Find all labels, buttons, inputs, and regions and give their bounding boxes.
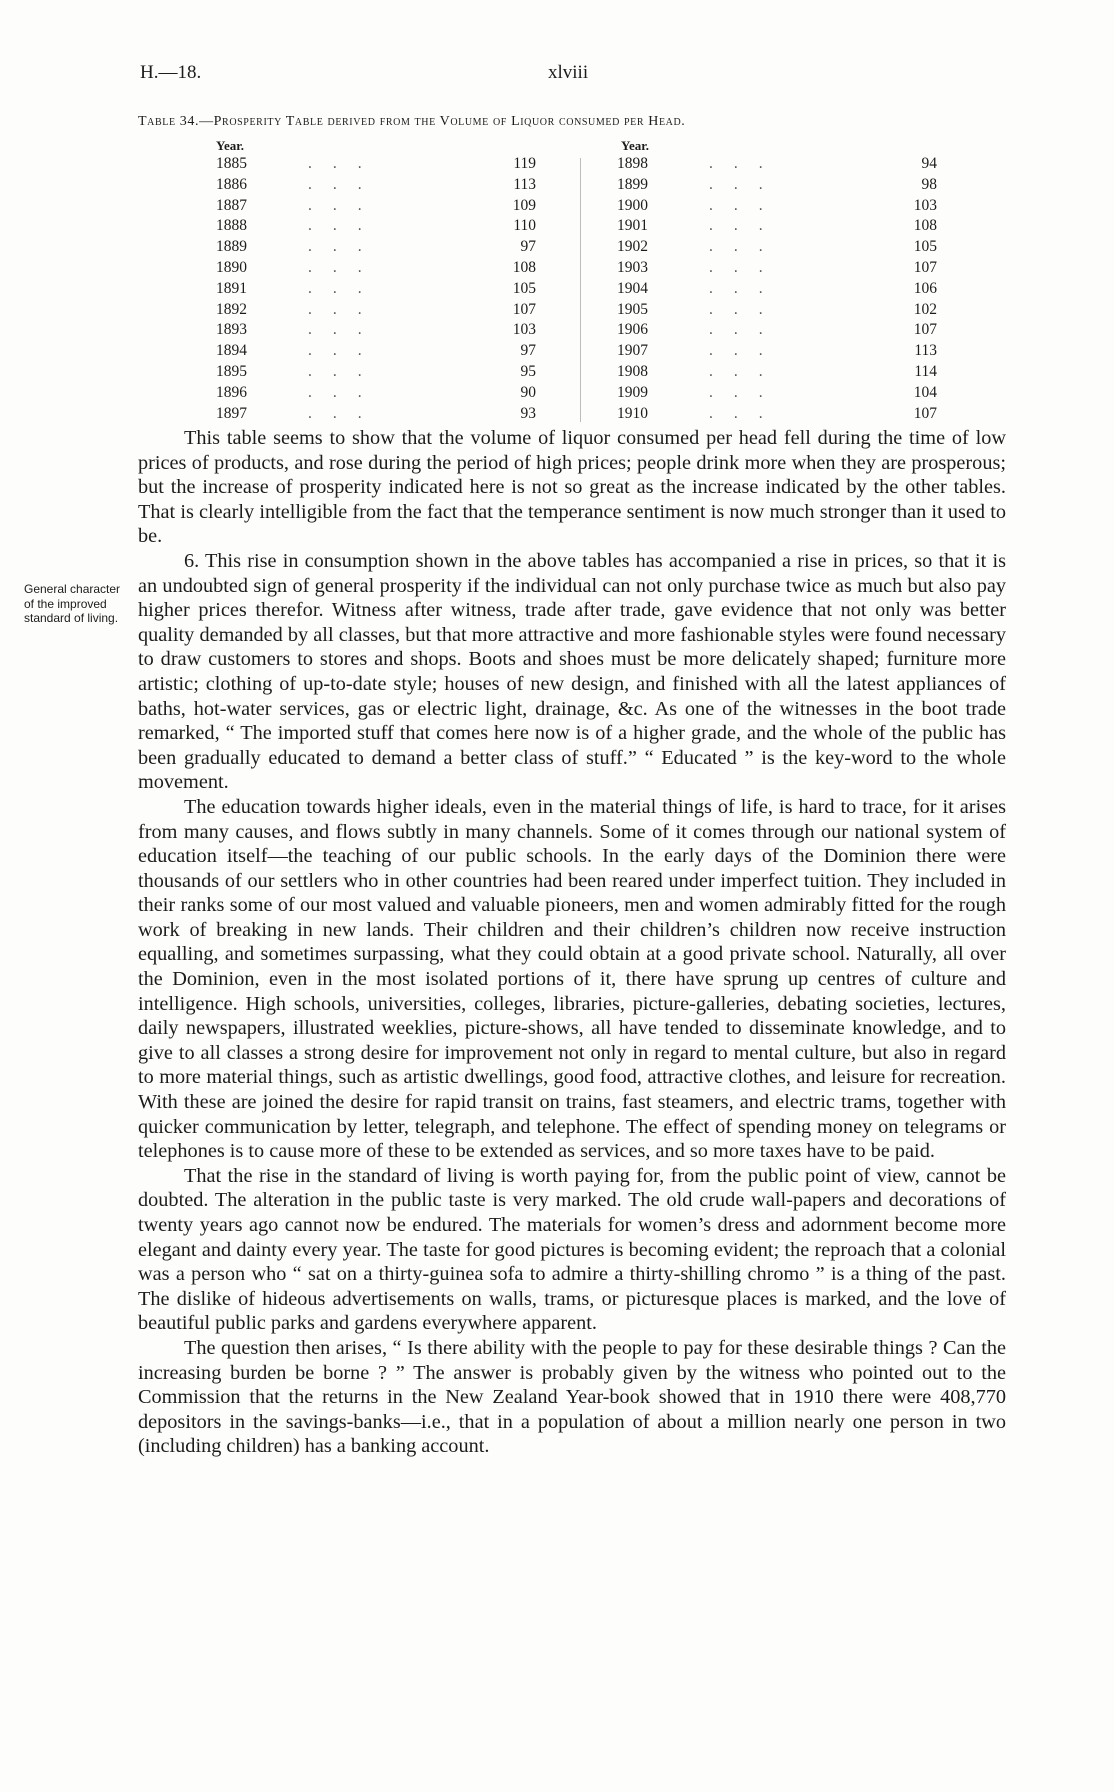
table-row — [617, 237, 937, 258]
year-cell: 1904 — [617, 279, 648, 297]
leader-dots: ... — [308, 300, 383, 318]
year-cell: 1889 — [216, 238, 247, 256]
leader-dots: ... — [709, 300, 784, 318]
body-text — [138, 426, 1006, 1459]
leader-dots: ... — [709, 238, 784, 256]
value-cell: 105 — [913, 238, 937, 256]
table-row — [617, 279, 937, 300]
table-row — [617, 341, 937, 362]
leader-dots: ... — [709, 342, 784, 360]
year-cell: 1900 — [617, 196, 648, 214]
leader-dots: ... — [709, 196, 784, 214]
paragraph: The education towards higher ideals, even in the material things of life, is hard to trace, for it arises from many causes, and flows subtly in many channels. Some of it comes through our national system of education itself—the teaching of our public schools. In the early days of the Dominion there were thousands of our settlers who in other countries had been reared under imperfect tuition. They included in their ranks some of our most valued and valuable pioneers, men and women admirably fitted for the rough work of breaking in new lands. Their children and their children’s children now receive instruction equalling, and sometimes surpassing, what they could obtain at a good private school. Naturally, all over the Dominion, even in the most isolated portions of it, there have sprung up centres of culture and intelligence. High schools, universities, colleges, libraries, picture-galleries, debating societies, lectures, daily newspapers, illustrated weeklies, picture-shows, all have tended to disseminate knowledge, and to give to all classes a strong desire for improvement not only in regard to mental culture, but also in regard to more material things, such as artistic dwellings, good food, attractive clothes, and leisure for recreation. With these are joined the desire for rapid transit on trains, fast steamers, and electric trams, together with quicker communication by letter, telegraph, and telephone. The effect of spending money on telegrams or telephones is to cause more of these to be extended as services, and so more taxes have to be paid. — [138, 795, 1006, 1163]
year-cell: 1887 — [216, 196, 247, 214]
leader-dots: ... — [709, 321, 784, 339]
table-right-column — [617, 138, 937, 424]
value-cell: 97 — [520, 342, 536, 360]
value-cell: 104 — [913, 383, 937, 401]
leader-dots: ... — [308, 342, 383, 360]
paragraph: This table seems to show that the volume of liquor consumed per head fell during the time of low prices of products, and rose during the period of high prices; people drink more when they are prosperous; but the increase of prosperity indicated here is not so great as the increase indicated by the other tables. That is clearly intelligible from the fact that the temperance sentiment is now much stronger than it used to be. — [138, 427, 1006, 548]
table-row — [617, 320, 937, 341]
value-cell: 95 — [520, 362, 536, 380]
leader-dots: ... — [308, 238, 383, 256]
table-left-column — [216, 138, 536, 424]
table-row — [617, 383, 937, 404]
year-cell: 1893 — [216, 321, 247, 339]
leader-dots: ... — [308, 217, 383, 235]
table-row — [216, 258, 536, 279]
value-cell: 119 — [513, 155, 536, 172]
leader-dots: ... — [709, 175, 784, 193]
table-row — [617, 362, 937, 383]
page-number: xlviii — [548, 62, 589, 83]
value-cell: 94 — [921, 155, 937, 172]
table-row — [216, 216, 536, 237]
value-cell: 107 — [512, 300, 536, 318]
year-cell: 1892 — [216, 300, 247, 318]
table-row — [216, 175, 536, 196]
leader-dots: ... — [308, 321, 383, 339]
table-caption: —Prosperity Table derived from the Volume of Liquor consumed per Head. — [199, 114, 686, 129]
leader-dots: ... — [709, 217, 784, 235]
table-number: Table 34. — [138, 114, 200, 129]
value-cell: 114 — [914, 362, 937, 380]
year-cell: 1898 — [617, 155, 648, 172]
column-header-year: Year. — [621, 138, 650, 153]
year-cell: 1895 — [216, 362, 247, 380]
page-header — [140, 62, 1000, 92]
leader-dots: ... — [308, 258, 383, 276]
year-cell: 1897 — [216, 404, 247, 422]
year-cell: 1906 — [617, 321, 648, 339]
year-cell: 1910 — [617, 404, 648, 422]
value-cell: 109 — [512, 196, 536, 214]
leader-dots: ... — [308, 279, 383, 297]
year-cell: 1907 — [617, 342, 648, 360]
document-reference: H.—18. — [140, 62, 202, 83]
year-cell: 1909 — [617, 383, 648, 401]
table-row — [216, 404, 536, 425]
value-cell: 107 — [913, 404, 937, 422]
value-cell: 97 — [520, 238, 536, 256]
table-row — [216, 362, 536, 383]
value-cell: 110 — [513, 217, 536, 235]
table-row — [617, 404, 937, 425]
year-cell: 1902 — [617, 238, 648, 256]
table-row — [216, 196, 536, 217]
leader-dots: ... — [308, 362, 383, 380]
paragraph: The question then arises, “ Is there ability with the people to pay for these desirable things ? Can the increasing burden be borne ? ” The answer is probably given by the witness who pointed out to the Commission that the returns in the New Zealand Year-book showed that in 1910 there were 408,770 depositors in the savings-banks—i.e., that in a population of about a million nearly one person in two (including children) has a banking account. — [138, 1336, 1006, 1458]
table-row — [617, 175, 937, 196]
value-cell: 98 — [921, 175, 937, 193]
table-row — [216, 383, 536, 404]
value-cell: 93 — [520, 404, 536, 422]
leader-dots: ... — [709, 362, 784, 380]
table-row — [216, 154, 536, 175]
value-cell: 103 — [512, 321, 536, 339]
value-cell: 113 — [914, 342, 937, 360]
table-row — [617, 154, 937, 175]
table-row — [617, 300, 937, 321]
year-cell: 1885 — [216, 155, 247, 172]
leader-dots: ... — [308, 155, 383, 172]
column-header-year: Year. — [216, 138, 245, 153]
year-cell: 1905 — [617, 300, 648, 318]
leader-dots: ... — [709, 404, 784, 422]
leader-dots: ... — [308, 404, 383, 422]
value-cell: 103 — [913, 196, 937, 214]
year-cell: 1896 — [216, 383, 247, 401]
year-cell: 1903 — [617, 258, 648, 276]
table-divider — [580, 158, 581, 422]
leader-dots: ... — [308, 175, 383, 193]
table-row — [216, 237, 536, 258]
paragraph: 6. This rise in consumption shown in the above tables has accompanied a rise in prices, so that it is an undoubted sign of general prosperity if the individual can not only purchase twice as much but also pay higher prices therefor. Witness after witness, trade after trade, gave evidence that not only was better quality demanded by all classes, but that more attractive and more fashionable styles were found necessary to draw customers to stores and shops. Boots and shoes must be more delicately shaped; furniture more artistic; clothing of up-to-date style; houses of new design, and finished with all the latest appliances of baths, hot-water services, gas or electric light, drainage, &c. As one of the witnesses in the boot trade remarked, “ The imported stuff that comes here now is of a higher grade, and the whole of the public has been gradually educated to demand a better class of stuff.” “ Educated ” is the key-word to the whole movement. — [138, 549, 1006, 794]
leader-dots: ... — [709, 258, 784, 276]
value-cell: 90 — [520, 383, 536, 401]
table-row — [617, 258, 937, 279]
table-row — [617, 196, 937, 217]
year-cell: 1899 — [617, 175, 648, 193]
value-cell: 107 — [913, 258, 937, 276]
value-cell: 113 — [513, 175, 536, 193]
value-cell: 105 — [512, 279, 536, 297]
table-row — [216, 300, 536, 321]
value-cell: 108 — [512, 258, 536, 276]
margin-note: General character of the improved standard of living. — [24, 582, 121, 625]
value-cell: 106 — [913, 279, 937, 297]
year-cell: 1888 — [216, 217, 247, 235]
leader-dots: ... — [308, 383, 383, 401]
table-row — [216, 320, 536, 341]
year-cell: 1891 — [216, 279, 247, 297]
year-cell: 1901 — [617, 217, 648, 235]
value-cell: 102 — [913, 300, 937, 318]
leader-dots: ... — [709, 279, 784, 297]
year-cell: 1890 — [216, 258, 247, 276]
paragraph: That the rise in the standard of living is worth paying for, from the public point of view, cannot be doubted. The alteration in the public taste is very marked. The old crude wall-papers and decorations of twenty years ago cannot now be endured. The materials for women’s dress and adornment become more elegant and dainty every year. The taste for good pictures is becoming evident; the reproach that a colonial was a person who “ sat on a thirty-guinea sofa to admire a thirty-shilling chromo ” is a thing of the past. The dislike of hideous advertisements on walls, trams, or picturesque places is marked, and the love of beautiful public parks and gardens everywhere apparent. — [138, 1164, 1006, 1335]
value-cell: 108 — [913, 217, 937, 235]
table-title — [138, 114, 1038, 130]
value-cell: 107 — [913, 321, 937, 339]
table-row — [216, 341, 536, 362]
year-cell: 1886 — [216, 175, 247, 193]
leader-dots: ... — [308, 196, 383, 214]
table-row — [617, 216, 937, 237]
leader-dots: ... — [709, 155, 784, 172]
table-row — [216, 279, 536, 300]
year-cell: 1908 — [617, 362, 648, 380]
leader-dots: ... — [709, 383, 784, 401]
year-cell: 1894 — [216, 342, 247, 360]
